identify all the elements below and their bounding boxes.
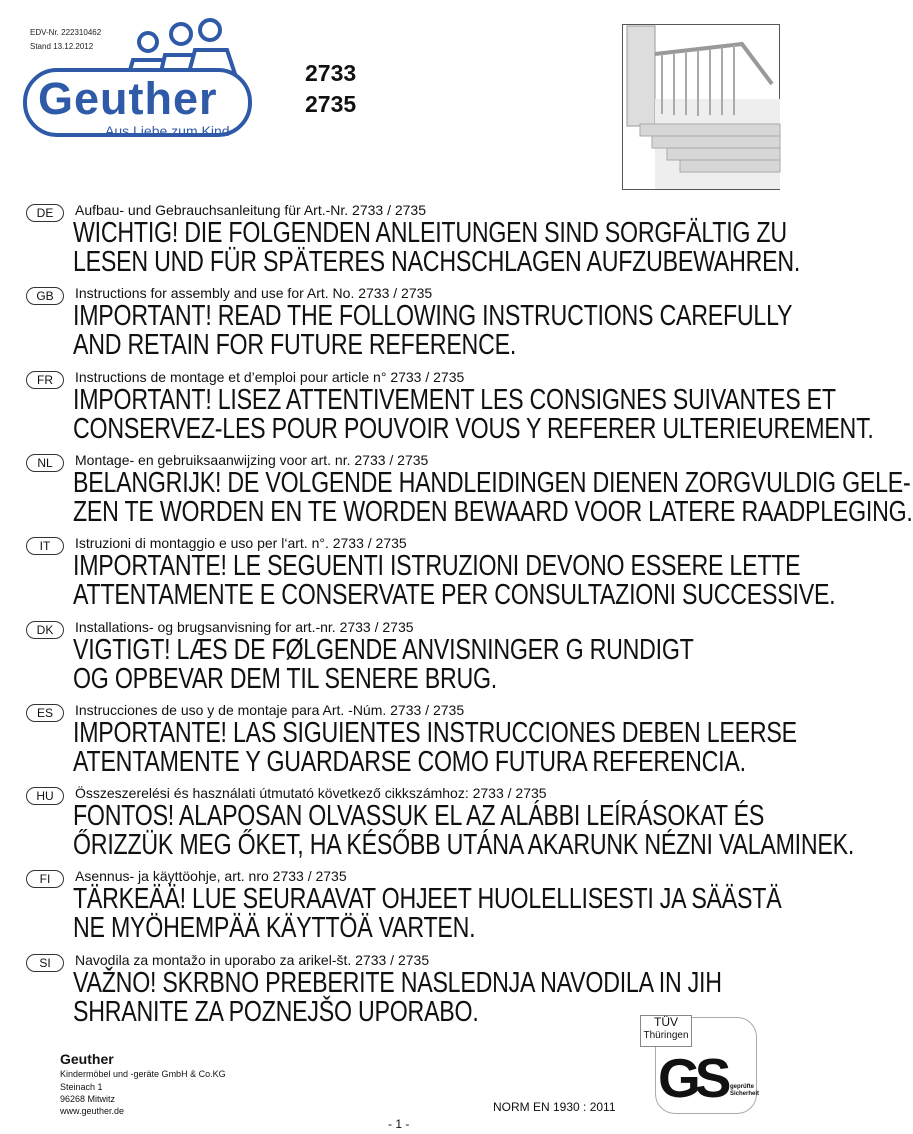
language-section-de	[26, 202, 801, 287]
instruction-title: Istruzioni di montaggio e uso per l‘art. n°. 2733 / 2735	[75, 535, 407, 552]
instruction-title: Instructions de montage et d’emploi pour article n° 2733 / 2735	[75, 368, 465, 385]
language-badge: GB	[26, 287, 64, 305]
tuv-label: TÜV	[654, 1015, 678, 1029]
edv-number: EDV-Nr. 222310462	[30, 28, 102, 37]
instruction-title: Összeszerelési és használati útmutató következő cikkszámhoz: 2733 / 2735	[75, 785, 547, 802]
warning-line: IMPORTANT! LISEZ ATTENTIVEMENT LES CONSIGNES SUIVANTES ET	[73, 383, 836, 416]
language-section-dk	[26, 618, 786, 704]
footer-website: www.geuther.de	[60, 1106, 125, 1116]
instruction-title: Montage- en gebruiksaanwijzing voor art. nr. 2733 / 2735	[75, 451, 429, 468]
language-badge: SI	[26, 954, 64, 972]
instruction-title: Instrucciones de uso y de montaje para Art. -Núm. 2733 / 2735	[75, 701, 465, 718]
language-section-nl	[26, 451, 913, 537]
warning-line: SHRANITE ZA POZNEJŠO UPORABO.	[73, 995, 479, 1028]
instruction-title: Navodila za montažo in uporabo za arikel-št. 2733 / 2735	[75, 951, 430, 968]
language-badge: FR	[26, 371, 64, 389]
logo-slogan: Aus Liebe zum Kind	[105, 123, 230, 139]
language-badge: NL	[26, 454, 64, 472]
page-number: - 1 -	[388, 1117, 410, 1131]
warning-line: FONTOS! ALAPOSAN OLVASSUK EL AZ ALÁBBI LEÍRÁSOKAT ÉS	[73, 800, 765, 833]
warning-line: VIGTIGT! LÆS DE FØLGENDE ANVISNINGER G RUNDIGT	[73, 633, 694, 666]
warning-line: IMPORTANT! READ THE FOLLOWING INSTRUCTIONS CAREFULLY	[73, 300, 793, 333]
footer-line: Steinach 1	[60, 1082, 103, 1092]
language-section-hu	[26, 785, 855, 870]
gs-label: geprüfte	[730, 1084, 754, 1090]
warning-line: ATENTAMENTE Y GUARDARSE COMO FUTURA REFERENCIA.	[73, 745, 746, 778]
tuv-region: Thüringen	[643, 1030, 689, 1041]
warning-line: IMPORTANTE! LE SEGUENTI ISTRUZIONI DEVONO ESSERE LETTE	[73, 550, 801, 583]
instruction-title: Installations- og brugsanvisning for art.-nr. 2733 / 2735	[75, 618, 414, 635]
language-section-gb	[26, 285, 793, 370]
language-badge: IT	[26, 537, 64, 555]
language-section-es	[26, 701, 797, 787]
language-section-fr	[26, 368, 874, 454]
language-section-it	[26, 535, 836, 620]
warning-line: OG OPBEVAR DEM TIL SENERE BRUG.	[73, 662, 498, 695]
language-badge: ES	[26, 704, 64, 722]
language-badge: DK	[26, 621, 64, 639]
language-badge: DE	[26, 204, 64, 222]
warning-line: ŐRIZZÜK MEG ŐKET, HA KÉSŐBB UTÁNA AKARUNK NÉZNI VALAMINEK.	[73, 829, 855, 862]
warning-line: VAŽNO! SKRBNO PREBERITE NASLEDNJA NAVODILA IN JIH	[73, 966, 722, 999]
tuv-gs-seal	[640, 1012, 765, 1112]
language-badge: FI	[26, 870, 64, 888]
warning-line: ZEN TE WORDEN EN TE WORDEN BEWAARD VOOR LATERE RAADPLEGING.	[73, 495, 913, 528]
warning-line: AND RETAIN FOR FUTURE REFERENCE.	[73, 329, 517, 362]
stair-gate-illustration	[622, 24, 780, 190]
gs-mark: GS	[658, 1047, 726, 1109]
warning-line: BELANGRIJK! DE VOLGENDE HANDLEIDINGEN DIENEN ZORGVULDIG GELE-	[73, 466, 911, 499]
language-badge: HU	[26, 787, 64, 805]
warning-line: NE MYÖHEMPÄÄ KÄYTTÖÄ VARTEN.	[73, 912, 476, 945]
footer-line: Kindermöbel und -geräte GmbH & Co.KG	[60, 1069, 226, 1079]
instruction-title: Asennus- ja käyttöohje, art. nro 2733 / 2735	[75, 868, 347, 885]
gs-label: Sicherheit	[730, 1091, 760, 1097]
warning-line: LESEN UND FÜR SPÄTERES NACHSCHLAGEN AUFZUBEWAHREN.	[73, 246, 801, 278]
instruction-title: Aufbau- und Gebrauchsanleitung für Art.-Nr. 2733 / 2735	[75, 202, 427, 218]
warning-line: TÄRKEÄÄ! LUE SEURAAVAT OHJEET HUOLELLISESTI JA SÄÄSTÄ	[73, 883, 782, 916]
article-number-2: 2735	[305, 91, 357, 117]
warning-line: IMPORTANTE! LAS SIGUIENTES INSTRUCCIONES DEBEN LEERSE	[73, 716, 797, 749]
warning-line: WICHTIG! DIE FOLGENDEN ANLEITUNGEN SIND SORGFÄLTIG ZU	[73, 217, 787, 249]
instruction-title: Instructions for assembly and use for Art. No. 2733 / 2735	[75, 285, 433, 302]
language-section-fi	[26, 870, 786, 953]
footer-company: Geuther	[60, 1051, 114, 1067]
stand-date: Stand 13.12.2012	[30, 42, 94, 51]
norm-label: NORM EN 1930 : 2011	[493, 1100, 616, 1114]
warning-line: ATTENTAMENTE E CONSERVATE PER CONSULTAZIONI SUCCESSIVE.	[73, 579, 836, 612]
warning-line: CONSERVEZ-LES POUR POUVOIR VOUS Y REFERER ULTERIEUREMENT.	[73, 412, 874, 445]
logo-wordmark: Geuther	[38, 73, 218, 124]
geuther-logo	[20, 20, 255, 140]
article-number-1: 2733	[305, 60, 357, 86]
footer-line: 96268 Mitwitz	[60, 1094, 116, 1104]
